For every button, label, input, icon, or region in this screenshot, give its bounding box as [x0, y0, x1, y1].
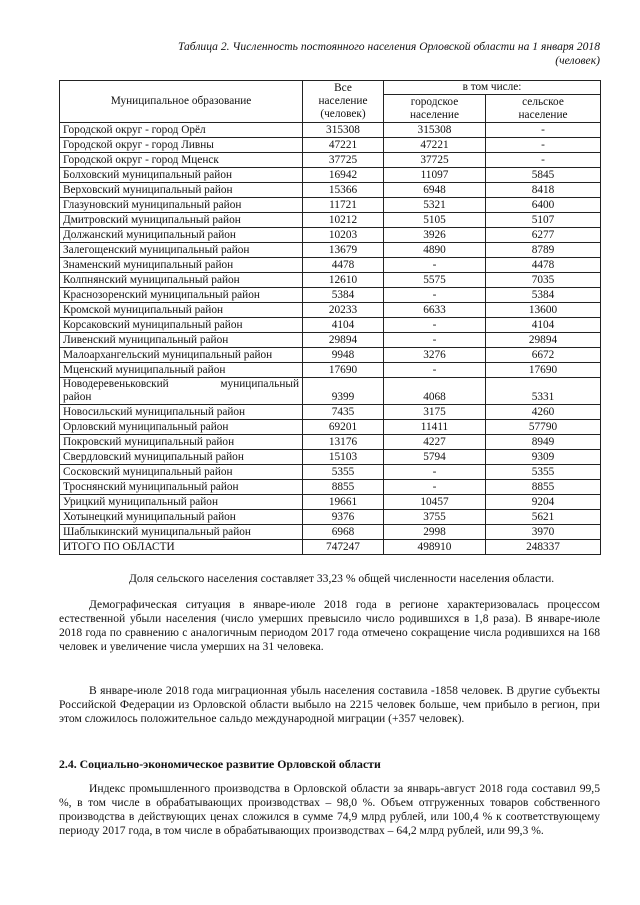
header-rural-line2: население — [518, 108, 568, 121]
row-total: 4478 — [303, 258, 384, 273]
industry-text: Индекс промышленного производства в Орловской области за январь-август 2018 года составил 99,5 %, в том числе в обрабатывающих производствах – 98,0 %. Объем отгруженных товаров собственного производства в действующих ценах сложился в сумме 74,9 млрд рублей, или 100,4 % к соответствующему периоду 2017 года, в том числе в обрабатывающих производствах – 64,2 млрд рублей, или 99,3 %. — [59, 782, 600, 837]
row-urban: 47221 — [384, 138, 486, 153]
industry-paragraph — [59, 782, 600, 838]
header-municipality: Муниципальное образование — [60, 81, 303, 123]
table-row — [60, 258, 601, 273]
row-rural: 7035 — [486, 273, 601, 288]
row-total: 13679 — [303, 243, 384, 258]
row-urban: 3755 — [384, 510, 486, 525]
table-caption-units: (человек) — [555, 54, 600, 67]
row-total: 9376 — [303, 510, 384, 525]
table-row — [60, 183, 601, 198]
row-total: 5355 — [303, 465, 384, 480]
header-total-line2: население — [318, 95, 368, 107]
row-rural: 5107 — [486, 213, 601, 228]
header-total-line1: Все — [334, 82, 352, 94]
row-name: Корсаковский муниципальный район — [60, 318, 303, 333]
row-rural: 248337 — [486, 540, 601, 555]
row-urban: 11097 — [384, 168, 486, 183]
row-urban: 5794 — [384, 450, 486, 465]
row-urban: 5105 — [384, 213, 486, 228]
table-row — [60, 450, 601, 465]
header-urban-line1: городское — [410, 95, 459, 108]
row-rural: - — [486, 153, 601, 168]
table-row — [60, 510, 601, 525]
row-urban: - — [384, 318, 486, 333]
row-total: 8855 — [303, 480, 384, 495]
row-name: Глазуновский муниципальный район — [60, 198, 303, 213]
table-row — [60, 198, 601, 213]
row-name: Городской округ - город Орёл — [60, 123, 303, 138]
row-total: 315308 — [303, 123, 384, 138]
table-row — [60, 405, 601, 420]
row-total: 12610 — [303, 273, 384, 288]
population-table — [59, 80, 601, 555]
row-total: 29894 — [303, 333, 384, 348]
table-row — [60, 480, 601, 495]
row-name: Свердловский муниципальный район — [60, 450, 303, 465]
row-urban: 315308 — [384, 123, 486, 138]
row-rural: 5845 — [486, 168, 601, 183]
row-name: Новосильский муниципальный район — [60, 405, 303, 420]
table-row — [60, 303, 601, 318]
row-urban: 5321 — [384, 198, 486, 213]
row-name-part1: Новодеревеньковский — [63, 378, 169, 390]
row-total: 4104 — [303, 318, 384, 333]
row-urban: 4890 — [384, 243, 486, 258]
header-urban-line2: население — [410, 108, 459, 121]
row-total: 9948 — [303, 348, 384, 363]
row-total: 16942 — [303, 168, 384, 183]
row-rural: 6672 — [486, 348, 601, 363]
row-total: 747247 — [303, 540, 384, 555]
row-name: Городской округ - город Ливны — [60, 138, 303, 153]
row-urban: 3926 — [384, 228, 486, 243]
row-rural: - — [486, 138, 601, 153]
row-name: Покровский муниципальный район — [60, 435, 303, 450]
row-name-line1 — [63, 378, 299, 391]
rural-share-text: Доля сельского населения составляет 33,23 % общей численности населения области. — [129, 572, 555, 585]
row-rural: 5384 — [486, 288, 601, 303]
header-rural-line1: сельское — [522, 95, 564, 108]
row-urban: - — [384, 333, 486, 348]
table-caption-title: Таблица 2. Численность постоянного населения Орловской области на 1 января 2018 — [177, 40, 600, 53]
table-row — [60, 243, 601, 258]
row-urban: - — [384, 258, 486, 273]
row-name: Мценский муниципальный район — [60, 363, 303, 378]
row-name: Знаменский муниципальный район — [60, 258, 303, 273]
row-urban: 6948 — [384, 183, 486, 198]
table-row — [60, 318, 601, 333]
row-urban: 498910 — [384, 540, 486, 555]
row-total: 37725 — [303, 153, 384, 168]
table-caption — [120, 40, 600, 68]
rural-share-paragraph — [59, 572, 600, 586]
row-name: Кромской муниципальный район — [60, 303, 303, 318]
migration-paragraph — [59, 684, 600, 726]
row-rural: 3970 — [486, 525, 601, 540]
row-rural: 5355 — [486, 465, 601, 480]
section-heading: 2.4. Социально-экономическое развитие Орловской области — [59, 757, 381, 771]
row-urban: 37725 — [384, 153, 486, 168]
row-rural: 57790 — [486, 420, 601, 435]
table-row — [60, 378, 601, 405]
row-name: Сосковский муниципальный район — [60, 465, 303, 480]
row-name: Троснянский муниципальный район — [60, 480, 303, 495]
row-name: Верховский муниципальный район — [60, 183, 303, 198]
row-rural: 6400 — [486, 198, 601, 213]
row-total: 6968 — [303, 525, 384, 540]
row-urban: - — [384, 288, 486, 303]
row-rural: 4260 — [486, 405, 601, 420]
table-row — [60, 465, 601, 480]
table-row — [60, 288, 601, 303]
row-rural: 17690 — [486, 363, 601, 378]
row-rural: 13600 — [486, 303, 601, 318]
table-row — [60, 153, 601, 168]
table-row — [60, 348, 601, 363]
row-total: 69201 — [303, 420, 384, 435]
row-total: 11721 — [303, 198, 384, 213]
header-including: в том числе: — [384, 81, 601, 95]
row-name: Краснозоренский муниципальный район — [60, 288, 303, 303]
row-name: ИТОГО ПО ОБЛАСТИ — [60, 540, 303, 555]
row-name: Залегощенский муниципальный район — [60, 243, 303, 258]
row-rural: 29894 — [486, 333, 601, 348]
header-total-line3: (человек) — [320, 108, 366, 120]
row-rural: 9309 — [486, 450, 601, 465]
table-row — [60, 420, 601, 435]
header-total — [303, 81, 384, 123]
table-row — [60, 363, 601, 378]
row-urban: - — [384, 465, 486, 480]
demographics-paragraph — [59, 598, 600, 654]
row-rural: 8855 — [486, 480, 601, 495]
row-total: 5384 — [303, 288, 384, 303]
row-total: 7435 — [303, 405, 384, 420]
row-total: 9399 — [303, 378, 384, 405]
header-rural — [486, 95, 601, 123]
row-rural: 8789 — [486, 243, 601, 258]
row-name: Шаблыкинский муниципальный район — [60, 525, 303, 540]
migration-text: В январе-июле 2018 года миграционная убыль населения составила -1858 человек. В другие субъекты Российской Федерации из Орловской области выбыло на 2215 человек больше, чем прибыло в регион, при этом сложилось положительное сальдо международной миграции (+357 человек). — [59, 684, 600, 725]
row-name: Ливенский муниципальный район — [60, 333, 303, 348]
row-urban: - — [384, 480, 486, 495]
table-row — [60, 273, 601, 288]
row-total: 19661 — [303, 495, 384, 510]
row-rural: - — [486, 123, 601, 138]
row-urban: 11411 — [384, 420, 486, 435]
row-rural: 9204 — [486, 495, 601, 510]
row-urban: 4068 — [384, 378, 486, 405]
row-total: 47221 — [303, 138, 384, 153]
table-row — [60, 435, 601, 450]
row-rural: 5621 — [486, 510, 601, 525]
table-row — [60, 525, 601, 540]
row-urban: - — [384, 363, 486, 378]
row-rural: 8949 — [486, 435, 601, 450]
row-rural: 4104 — [486, 318, 601, 333]
row-urban: 5575 — [384, 273, 486, 288]
header-urban — [384, 95, 486, 123]
row-name: Колпнянский муниципальный район — [60, 273, 303, 288]
row-urban: 10457 — [384, 495, 486, 510]
row-rural: 5331 — [486, 378, 601, 405]
table-row — [60, 168, 601, 183]
row-name: Орловский муниципальный район — [60, 420, 303, 435]
row-total: 15366 — [303, 183, 384, 198]
row-total: 10212 — [303, 213, 384, 228]
row-total: 20233 — [303, 303, 384, 318]
row-total: 10203 — [303, 228, 384, 243]
row-name-part3: район — [63, 391, 92, 403]
row-urban: 6633 — [384, 303, 486, 318]
row-name: Должанский муниципальный район — [60, 228, 303, 243]
table-row — [60, 540, 601, 555]
table-row — [60, 228, 601, 243]
row-urban: 3276 — [384, 348, 486, 363]
row-name: Хотынецкий муниципальный район — [60, 510, 303, 525]
row-rural: 4478 — [486, 258, 601, 273]
row-total: 15103 — [303, 450, 384, 465]
row-urban: 2998 — [384, 525, 486, 540]
row-name-part2: муниципальный — [220, 378, 299, 390]
row-name: Дмитровский муниципальный район — [60, 213, 303, 228]
table-row — [60, 495, 601, 510]
row-rural: 8418 — [486, 183, 601, 198]
demographics-text: Демографическая ситуация в январе-июле 2018 года в регионе характеризовалась процессом естественной убыли населения (число умерших превысило число родившихся в 1,8 раза). В январе-июле 2018 года по сравнению с аналогичным периодом 2017 года отмечено сокращение числа родившихся на 168 человек и увеличение числа умерших на 31 человека. — [59, 598, 600, 653]
table-row — [60, 123, 601, 138]
row-total: 17690 — [303, 363, 384, 378]
population-table-body — [60, 123, 601, 555]
table-row — [60, 138, 601, 153]
row-name: Малоархангельский муниципальный район — [60, 348, 303, 363]
table-row — [60, 333, 601, 348]
table-row — [60, 213, 601, 228]
row-name: Урицкий муниципальный район — [60, 495, 303, 510]
row-total: 13176 — [303, 435, 384, 450]
row-name — [60, 378, 303, 405]
row-rural: 6277 — [486, 228, 601, 243]
row-name: Болховский муниципальный район — [60, 168, 303, 183]
row-name: Городской округ - город Мценск — [60, 153, 303, 168]
row-urban: 4227 — [384, 435, 486, 450]
row-urban: 3175 — [384, 405, 486, 420]
